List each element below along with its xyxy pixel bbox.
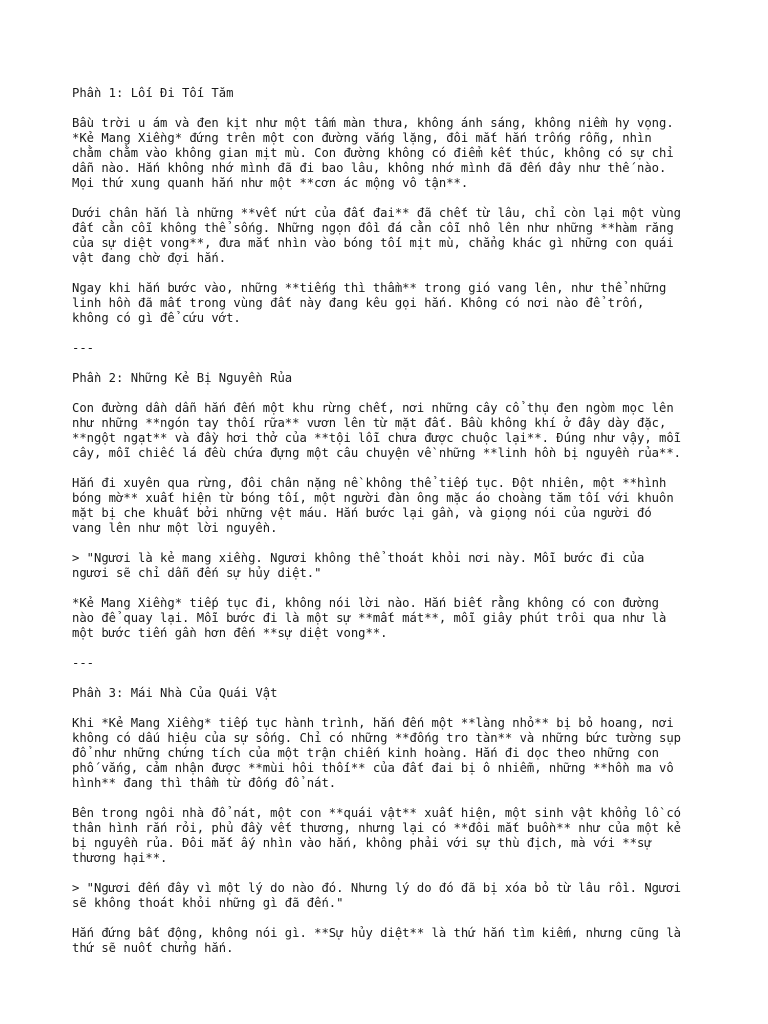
document-page xyxy=(72,86,700,971)
blockquote: > "Ngươi là kẻ mang xiềng. Ngươi không thể thoát khỏi nơi này. Mỗi bước đi của ngươi sẽ chỉ dẫn đến sự hủy diệt." xyxy=(72,551,645,580)
paragraph: Bầu trời u ám và đen kịt như một tấm màn thưa, không ánh sáng, không niềm hy vọng. *Kẻ Mang Xiềng* đứng trên một con đường vắng lặng, đôi mắt hắn trống rỗng, nhìn chằm chằm vào không gian mịt mù. Con đường không có điểm kết thúc, không có sự chỉ dẫn nào. Hắn không nhớ mình đã đi bao lâu, không nhớ mình đã đến đây như thế nào. Mọi thứ xung quanh hắn như một **cơn ác mộng vô tận**. xyxy=(72,116,674,190)
paragraph: Hắn đi xuyên qua rừng, đôi chân nặng nề không thể tiếp tục. Đột nhiên, một **hình bóng mờ** xuất hiện từ bóng tối, một người đàn ông mặc áo choàng tăm tối với khuôn mặt bị che khuất bởi những vệt máu. Hắn bước lại gần, và giọng nói của người đó vang lên như một lời nguyền. xyxy=(72,476,674,535)
paragraph: Khi *Kẻ Mang Xiềng* tiếp tục hành trình, hắn đến một **làng nhỏ** bị bỏ hoang, nơi không có dấu hiệu của sự sống. Chỉ có những **đống tro tàn** và những bức tường sụp đổ như những chứng tích của một trận chiến kinh hoàng. Hắn đi dọc theo những con phố vắng, cảm nhận được **mùi hôi thối** của đất đai bị ô nhiễm, những **hồn ma vô hình** đang thì thầm từ đống đổ nát. xyxy=(72,716,682,790)
section-2-heading: Phần 2: Những Kẻ Bị Nguyền Rủa xyxy=(72,371,293,385)
paragraph: *Kẻ Mang Xiềng* tiếp tục đi, không nói lời nào. Hắn biết rằng không có con đường nào để quay lại. Mỗi bước đi là một sự **mất mát**, mỗi giây phút trôi qua như là một bước tiến gần hơn đến **sự diệt vong**. xyxy=(72,596,667,640)
paragraph: Bên trong ngôi nhà đổ nát, một con **quái vật** xuất hiện, một sinh vật khổng lồ có thân hình rắn rỏi, phủ đầy vết thương, nhưng lại có **đôi mắt buồn** như của một kẻ bị nguyền rủa. Đôi mắt ấy nhìn vào hắn, không phải với sự thù địch, mà với **sự thương hại**. xyxy=(72,806,682,865)
paragraph: Hắn đứng bất động, không nói gì. **Sự hủy diệt** là thứ hắn tìm kiếm, nhưng cũng là thứ sẽ nuốt chửng hắn. xyxy=(72,926,682,955)
paragraph: Dưới chân hắn là những **vết nứt của đất đai** đã chết từ lâu, chỉ còn lại một vùng đất cằn cỗi không thể sống. Những ngọn đồi đá cằn cỗi nhô lên như những **hàm răng của sự diệt vong**, đưa mắt nhìn vào bóng tối mịt mù, chẳng khác gì những con quái vật đang chờ đợi hắn. xyxy=(72,206,682,265)
blockquote: > "Ngươi đến đây vì một lý do nào đó. Nhưng lý do đó đã bị xóa bỏ từ lâu rồi. Ngươi sẽ không thoát khỏi những gì đã đến." xyxy=(72,881,682,910)
section-divider: --- xyxy=(72,656,95,670)
section-1-heading: Phần 1: Lối Đi Tối Tăm xyxy=(72,86,234,100)
section-3-heading: Phần 3: Mái Nhà Của Quái Vật xyxy=(72,686,278,700)
section-divider: --- xyxy=(72,341,95,355)
paragraph: Ngay khi hắn bước vào, những **tiếng thì thầm** trong gió vang lên, như thể những linh hồn đã mất trong vùng đất này đang kêu gọi hắn. Không có nơi nào để trốn, không có gì để cứu vớt. xyxy=(72,281,667,325)
paragraph: Con đường dần dẫn hắn đến một khu rừng chết, nơi những cây cổ thụ đen ngòm mọc lên như những **ngón tay thối rữa** vươn lên từ mặt đất. Bầu không khí ở đây dày đặc, **ngột ngạt** và đầy hơi thở của **tội lỗi chưa được chuộc lại**. Đúng như vậy, mỗi cây, mỗi chiếc lá đều chứa đựng một câu chuyện về những **linh hồn bị nguyền rủa**. xyxy=(72,401,682,460)
